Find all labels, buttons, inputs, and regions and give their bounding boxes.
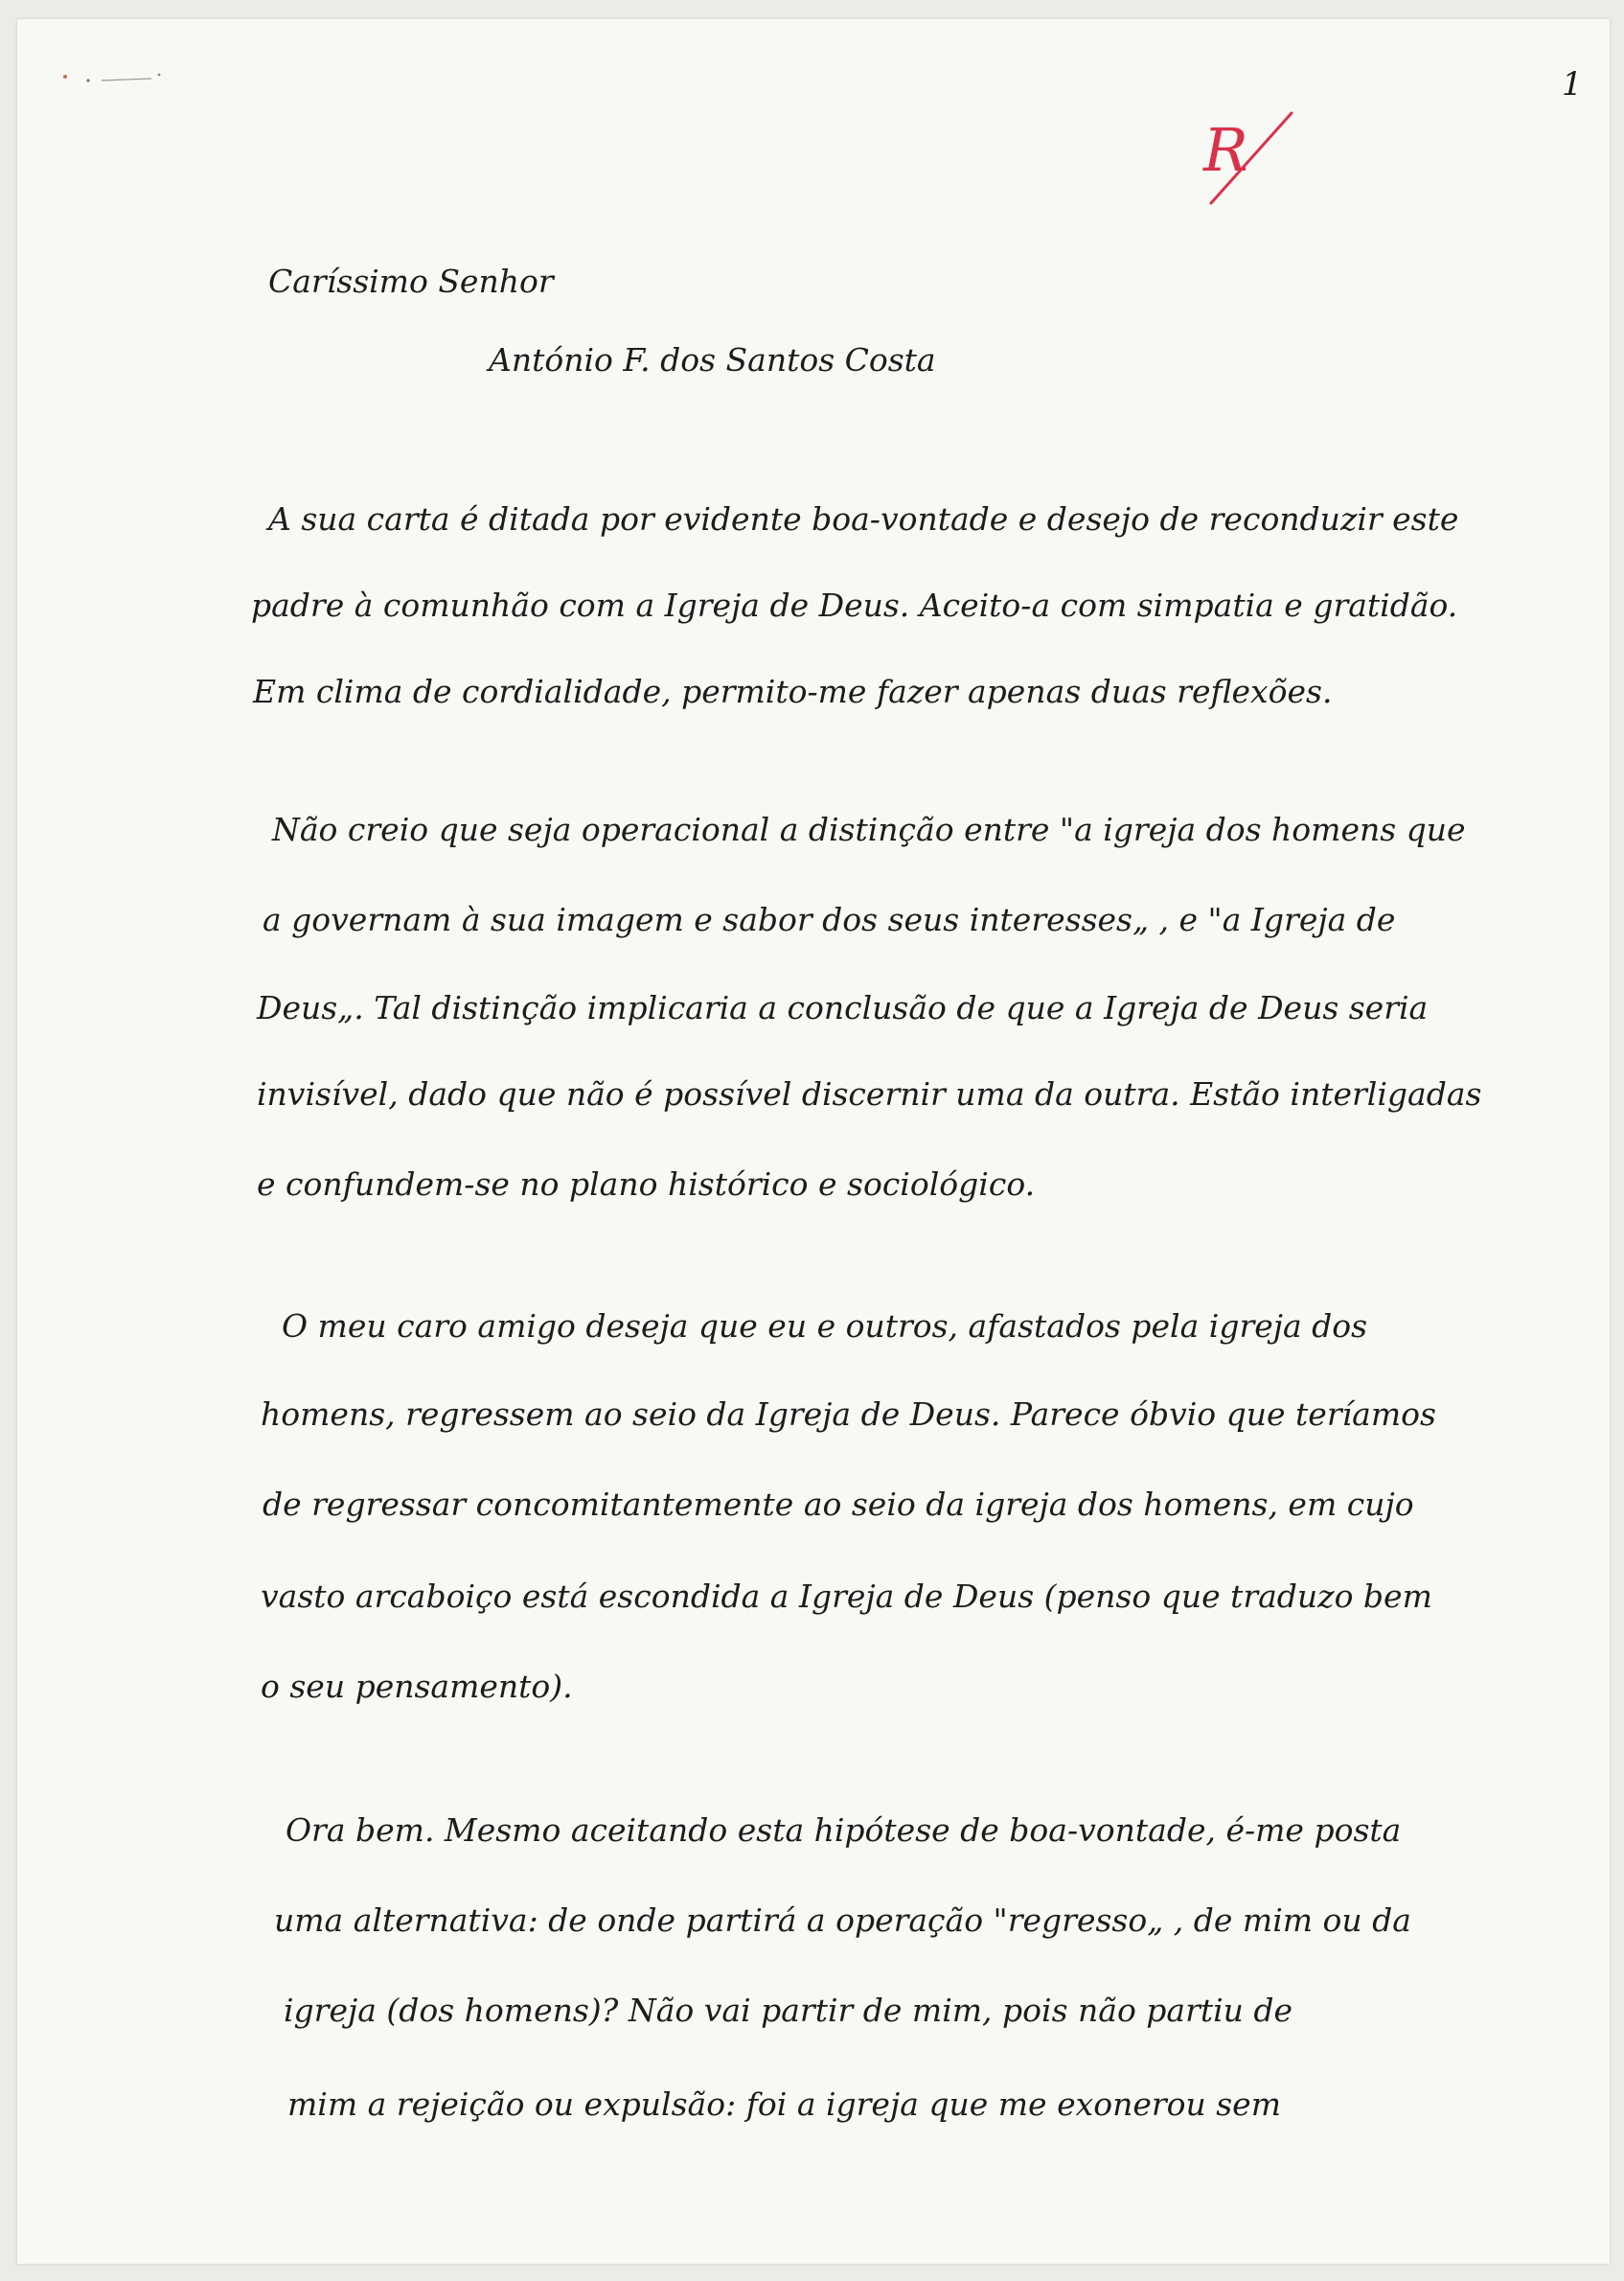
paragraph-1-line-3: Em clima de cordialidade, permito-me fazer apenas duas reflexões.: [253, 673, 1333, 710]
paragraph-2-line-3: Deus„. Tal distinção implicaria a conclusão de que a Igreja de Deus seria: [257, 989, 1429, 1026]
paragraph-4-line-3: igreja (dos homens)? Não vai partir de mim, pois não partiu de: [284, 1992, 1293, 2029]
salutation: Caríssimo Senhor: [268, 263, 554, 300]
paragraph-3-line-3: de regressar concomitantemente ao seio da igreja dos homens, em cujo: [263, 1486, 1414, 1523]
margin-mark-stroke: [1203, 107, 1299, 213]
paragraph-1-line-2: padre à comunhão com a Igreja de Deus. Aceito-a com simpatia e gratidão.: [251, 587, 1458, 624]
paragraph-3-line-4: vasto arcaboiço está escondida a Igreja de Deus (penso que traduzo bem: [261, 1578, 1432, 1615]
paragraph-4-line-2: uma alternativa: de onde partirá a operação "regresso„ , de mim ou da: [274, 1901, 1411, 1939]
letter-page: [17, 19, 1610, 2264]
margin-mark-letter: R: [1203, 115, 1248, 185]
margin-mark: [1203, 107, 1299, 213]
paragraph-3-line-5: o seu pensamento).: [261, 1668, 573, 1705]
paragraph-4-line-1: Ora bem. Mesmo aceitando esta hipótese de boa-vontade, é-me posta: [286, 1811, 1402, 1849]
paragraph-2-line-5: e confundem-se no plano histórico e sociológico.: [257, 1165, 1036, 1203]
addressee: António F. dos Santos Costa: [489, 341, 936, 379]
paragraph-1-line-1: A sua carta é ditada por evidente boa-vontade e desejo de reconduzir este: [268, 500, 1459, 538]
paragraph-3-line-1: O meu caro amigo deseja que eu e outros, afastados pela igreja dos: [282, 1307, 1368, 1345]
paragraph-4-line-4: mim a rejeição ou expulsão: foi a igreja que me exonerou sem: [287, 2085, 1282, 2123]
paragraph-3-line-2: homens, regressem ao seio da Igreja de Deus. Parece óbvio que teríamos: [261, 1395, 1436, 1433]
paragraph-2-line-1: Não creio que seja operacional a distinção entre "a igreja dos homens que: [272, 811, 1466, 848]
page-number: 1: [1562, 65, 1583, 104]
paragraph-2-line-4: invisível, dado que não é possível discernir uma da outra. Estão interligadas: [257, 1075, 1482, 1113]
margin-specks: [59, 67, 174, 86]
paragraph-2-line-2: a governam à sua imagem e sabor dos seus interesses„ , e "a Igreja de: [263, 901, 1396, 938]
